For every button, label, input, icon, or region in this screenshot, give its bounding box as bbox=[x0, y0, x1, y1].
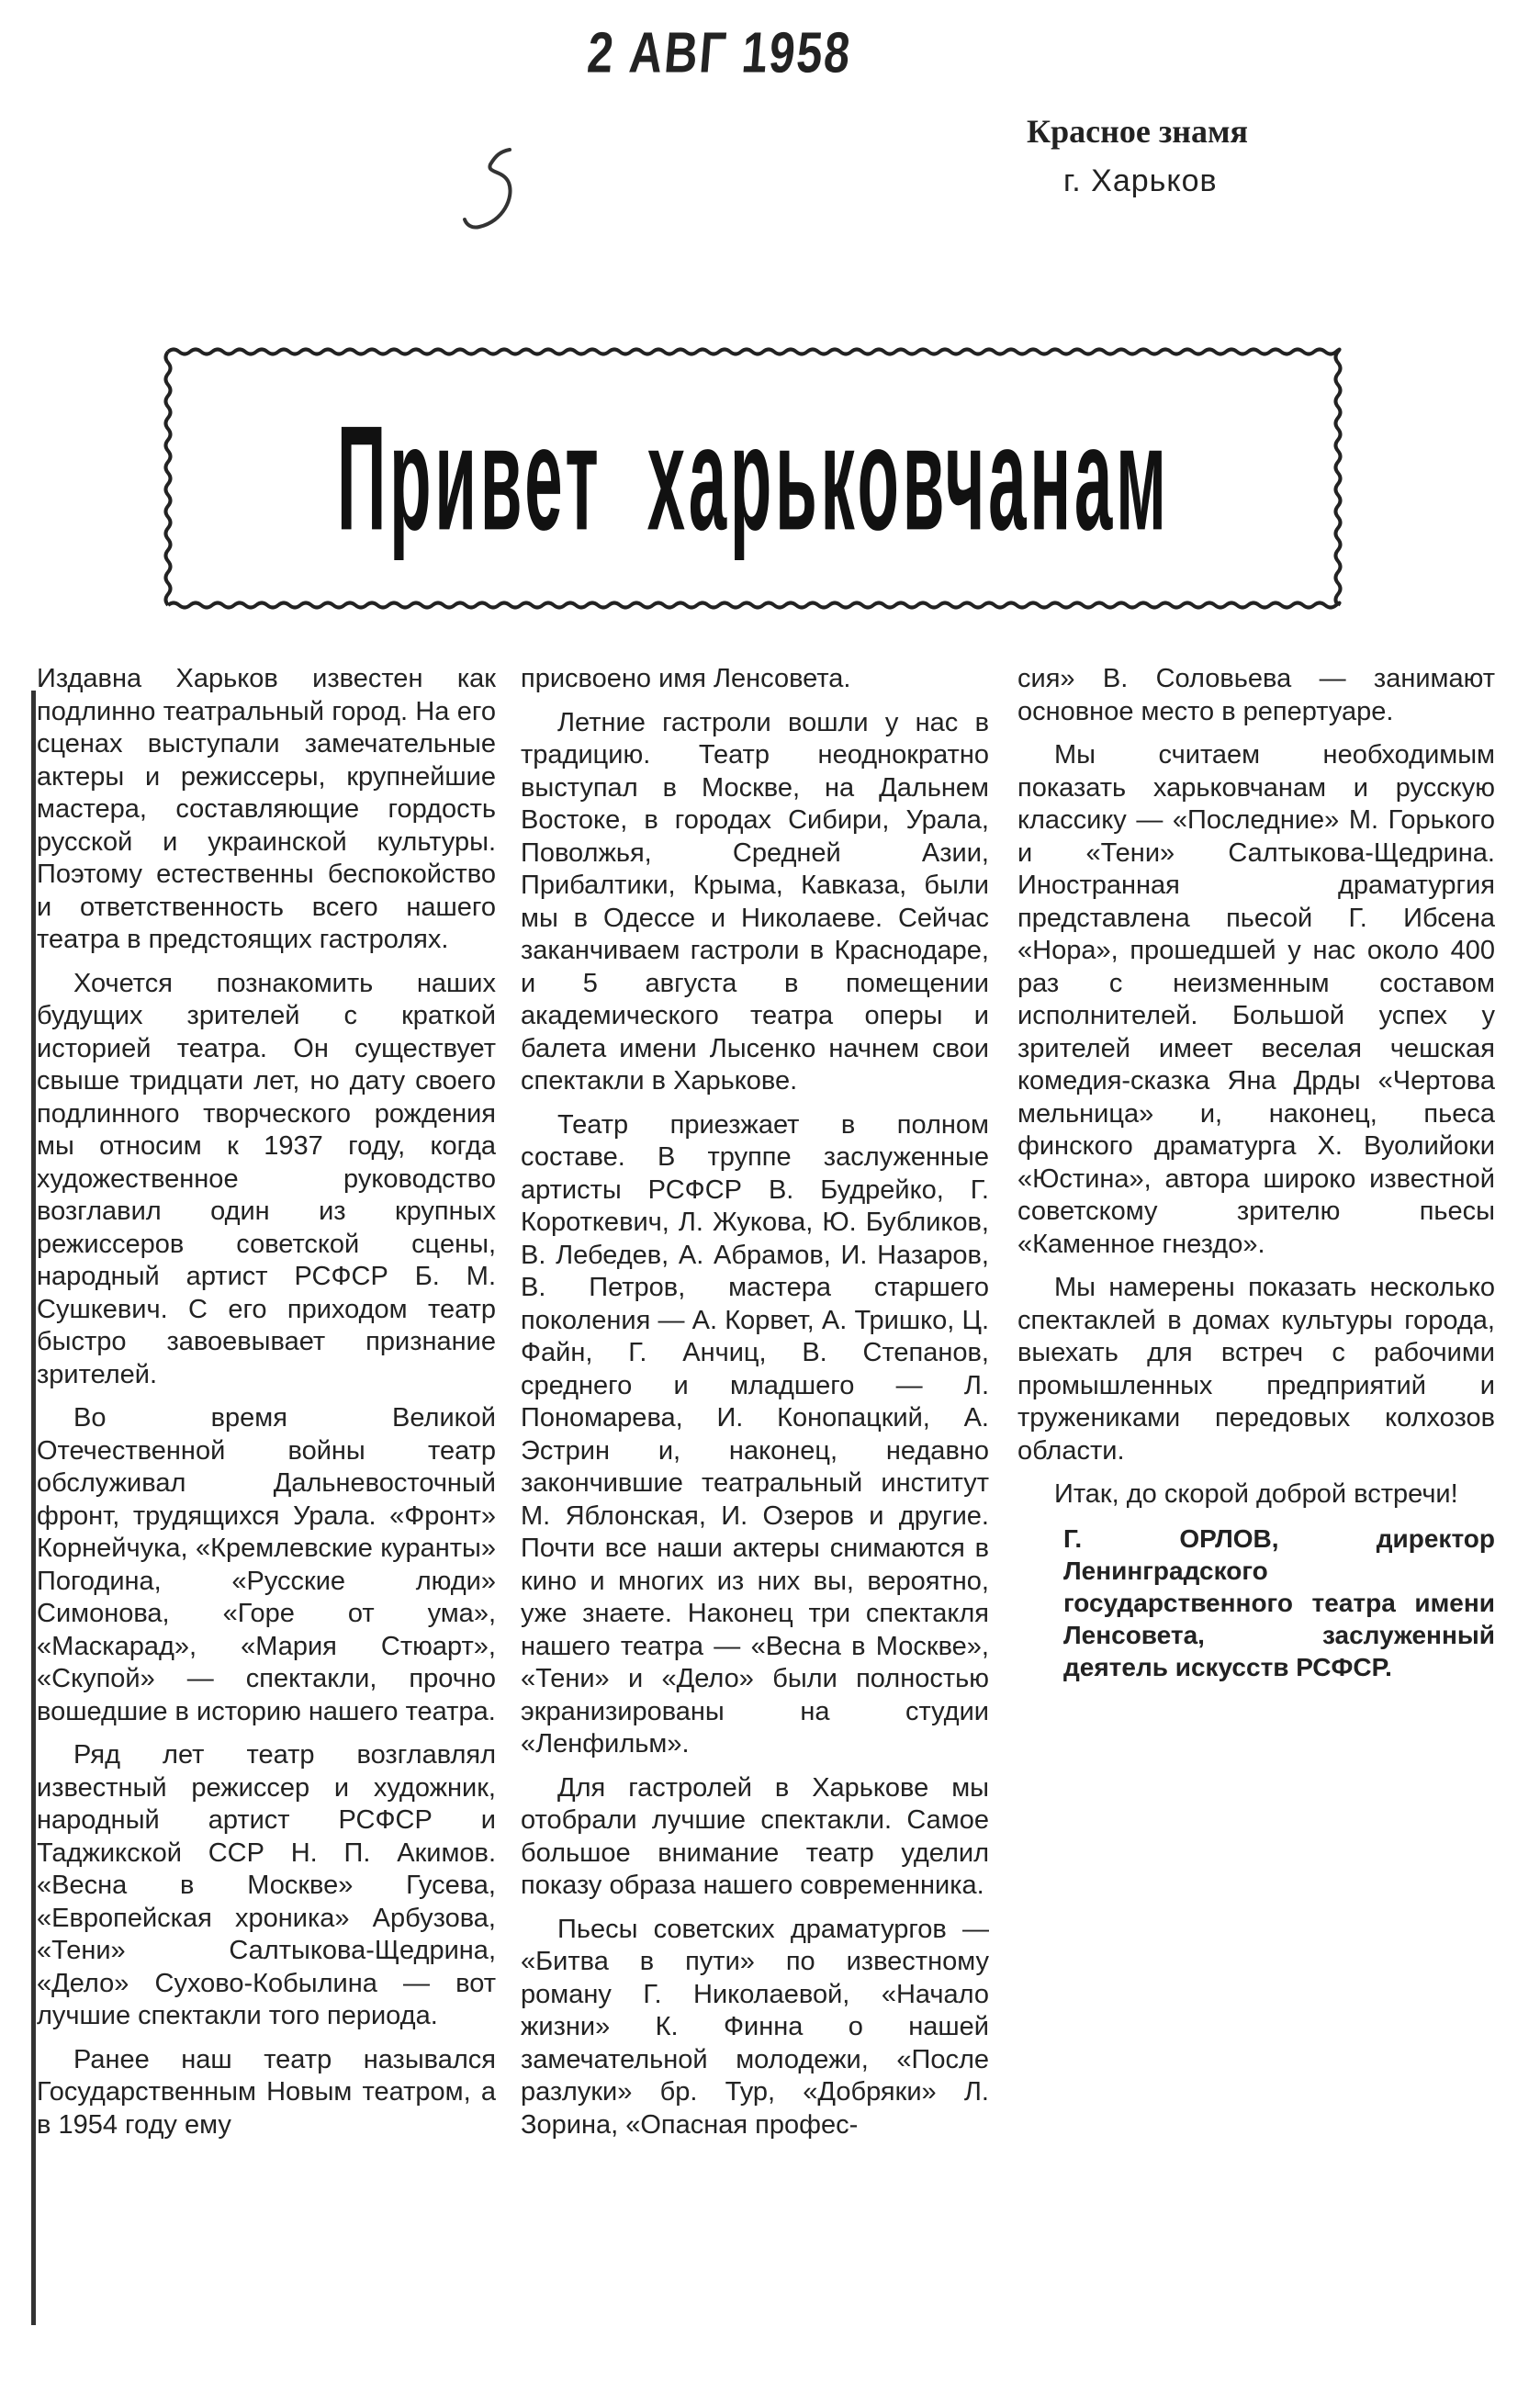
headline-title: Привет харьковчанам bbox=[336, 395, 1170, 562]
paragraph: присвоено имя Ленсовета. bbox=[521, 664, 851, 693]
paragraph: Пьесы советских драматургов — «Битва в пути» по известному роману Г. Николаевой, «Начало жизни» К. Финна о нашей замечательной молодежи, «После разлуки» бр. Тур, «Добряки» Л. Зорина, «Опасная профес- bbox=[521, 1914, 989, 2140]
headline-frame bbox=[161, 344, 1345, 612]
paragraph: Издавна Харьков известен как подлинно театральный город. На его сценах выступали замечательные актеры и режиссеры, крупнейшие мастера, составляющие гордость русской и украинской культуры. Поэтому естественны беспокойство и ответственность всего нашего театра в предстоящих гастролях. bbox=[37, 664, 496, 954]
source-newspaper: Красное знамя bbox=[1027, 113, 1249, 150]
handwritten-mark bbox=[459, 142, 542, 243]
paragraph: Мы считаем необходимым показать харьковчанам и русскую классику — «Последние» М. Горького и «Тени» Салтыкова-Щедрина. Иностранная драматургия представлена пьесой Г. Ибсена «Нора», прошедшей у нас около 400 раз с неизменным составом исполнителей. Большой успех у зрителей имеет веселая чешская комедия-сказка Яна Дрды «Чертова мельница» и, наконец, пьеса финского драматурга Х. Вуолийоки «Юстина», автора широко известной советскому зрителю пьесы «Каменное гнездо». bbox=[1017, 740, 1495, 1259]
article-column-2 bbox=[521, 663, 989, 2152]
date-stamp: 2 АВГ 1958 bbox=[585, 20, 855, 84]
paragraph: Мы намерены показать несколько спектаклей в домах культуры города, выехать для встреч с рабочими промышленных предприятий и тружениками передовых колхозов области. bbox=[1017, 1273, 1495, 1466]
article-column-1 bbox=[37, 663, 496, 2152]
paragraph: Ранее наш театр назывался Государственным Новым театром, а в 1954 году ему bbox=[37, 2044, 496, 2140]
paragraph: Итак, до скорой доброй встречи! bbox=[1054, 1479, 1458, 1509]
author-signature: Г. ОРЛОВ, директор Ленинградского государственного театра имени Ленсовета, заслуженный деятель искусств РСФСР. bbox=[1063, 1523, 1495, 1681]
paragraph: сия» В. Соловьева — занимают основное место в репертуаре. bbox=[1017, 664, 1495, 726]
left-margin-rule bbox=[31, 691, 36, 2325]
paragraph: Для гастролей в Харькове мы отобрали лучшие спектакли. Самое большое внимание театр уделил показу образа нашего современника. bbox=[521, 1772, 989, 1900]
paragraph: Во время Великой Отечественной войны театр обслуживал Дальневосточный фронт, трудящихся Урала. «Фронт» Корнейчука, «Кремлевские куранты» Погодина, «Русские люди» Симонова, «Горе от ума», «Маскарад», «Мария Стюарт», «Скупой» — спектакли, прочно вошедшие в историю нашего театра. bbox=[37, 1403, 496, 1726]
paragraph: Летние гастроли вошли у нас в традицию. Театр неоднократно выступал в Москве, на Дальнем Востоке, в городах Сибири, Урала, Поволжья, Средней Азии, Прибалтики, Крыма, Кавказа, были мы в Одессе и Николаеве. Сейчас заканчиваем гастроли в Краснодаре, и 5 августа в помещении академического театра оперы и балета имени Лысенко начнем свои спектакли в Харькове. bbox=[521, 707, 989, 1096]
paragraph: Ряд лет театр возглавлял известный режиссер и художник, народный артист РСФСР и Таджикской ССР Н. П. Акимов. «Весна в Москве» Гусева, «Европейская хроника» Арбузова, «Тени» Салтыкова-Щедрина, «Дело» Сухово-Кобылина — вот лучшие спектакли того периода. bbox=[37, 1740, 496, 2030]
source-city: г. Харьков bbox=[1063, 163, 1218, 198]
paragraph: Хочется познакомить наших будущих зрителей с краткой историей театра. Он существует свыше тридцати лет, но дату своего подлинного творческого рождения мы относим к 1937 году, когда художественное руководство возглавил один из крупных режиссеров советской сцены, народный артист РСФСР Б. М. Сушкевич. С его приходом театр быстро завоевывает признание зрителей. bbox=[37, 968, 496, 1389]
paragraph: Театр приезжает в полном составе. В труппе заслуженные артисты РСФСР В. Будрейко, Г. Короткевич, Л. Жукова, Ю. Бубликов, В. Лебедев, А. Абрамов, И. Назаров, В. Петров, мастера старшего поколения — А. Корвет, А. Тришко, Ц. Файн, Г. Анчиц, В. Степанов, среднего и младшего — Л. Пономарева, И. Конопацкий, А. Эстрин и, наконец, недавно закончившие театральный институт М. Яблонская, И. Озеров и другие. Почти все наши актеры снимаются в кино и многих из них вы, вероятно, уже знаете. Наконец три спектакля нашего театра — «Весна в Москве», «Тени» и «Дело» были полностью экранизированы на студии «Ленфильм». bbox=[521, 1109, 989, 1759]
article-column-3 bbox=[1017, 663, 1495, 1694]
